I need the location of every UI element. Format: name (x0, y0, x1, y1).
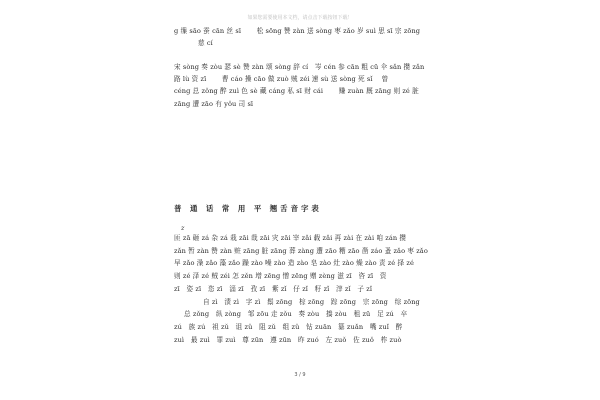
text-line: 宋 sòng 奏 zòu 瑟 sè 赞 zàn 颂 sòng 辞 cí 岑 cén 参 cān 粗 cū 伞 sǎn 攒 zǎn (174, 63, 425, 71)
section-title: 普 通 话 常 用 平 翘舌音字表 (174, 204, 322, 213)
text-line: zú 族 zú 祖 zǔ 诅 zǔ 阻 zǔ 组 zǔ 钻 zuān 纂 zuǎn 嘴 zuǐ 醉 (174, 322, 403, 331)
text-line: 匝 zā 砸 zá 杂 zá 栽 zāi 哉 zāi 灾 zāi 宰 zǎi 载 zǎi 再 zài 在 zài 咱 zán 攒 (174, 234, 407, 242)
text-line: zāng 遭 zāo 有 yǒu 司 sī (174, 99, 254, 108)
text-line: 总 zǒng 纵 zòng 邹 zōu 走 zǒu 奏 zòu 揍 zòu 租 zū 足 zú 卒 (184, 310, 408, 319)
text-line: 则 zé 泽 zé 贼 zéi 怎 zěn 增 zēng 憎 zēng 赠 zèng 滋 zī 咨 zī 资 (174, 272, 387, 281)
text-line: 自 zì 渍 zì 字 zì 鬃 zōng 棕 zōng 踪 zōng 宗 zōng 综 zōng (203, 297, 420, 306)
character-table-block (174, 232, 436, 346)
text-line: zǎn 暂 zàn 赞 zàn 赃 zāng 脏 zāng 葬 zàng 遭 zāo 糟 zāo 凿 záo 蚤 zǎo 枣 zǎo (174, 246, 428, 255)
text-line: zī 姿 zī 恣 zī 淄 zī 孜 zī 紫 zǐ 仔 zǐ 籽 zǐ 滓 zǐ 子 zǐ (174, 284, 373, 293)
page-header: 如果您需要使用本文档，请点击下载按钮下载！ (247, 15, 353, 21)
section-letter: z (181, 224, 185, 232)
text-line: zuì 最 zuì 罪 zuì 尊 zūn 遵 zūn 昨 zuó 左 zuǒ 佐 zuǒ 柞 zuò (174, 335, 402, 344)
text-line: 慈 cí (198, 39, 213, 48)
text-line: g 缫 sāo 蚕 cān 丝 sī 松 sōng 赞 zàn 送 sòng 枣 zǎo 岁 suì 思 sī 宗 zōng (174, 27, 421, 35)
page-number: 3 / 9 (294, 372, 306, 378)
text-line: 路 lù 资 zī 曹 cáo 操 cāo 做 zuò 贼 zéi 速 sù 送 sòng 死 sǐ 曾 (174, 75, 389, 84)
text-line: 早 zǎo 澡 zǎo 藻 zǎo 躁 zào 噪 zào 造 zào 皂 zào 灶 zào 燥 zào 责 zé 择 zé (174, 259, 414, 268)
top-text-block (174, 25, 436, 49)
middle-text-block (174, 61, 436, 110)
text-line: céng 总 zǒng 醉 zuì 色 sè 藏 cáng 私 sī 财 cái 赚 zuàn 厩 zāng 则 zé 脏 (174, 87, 419, 96)
